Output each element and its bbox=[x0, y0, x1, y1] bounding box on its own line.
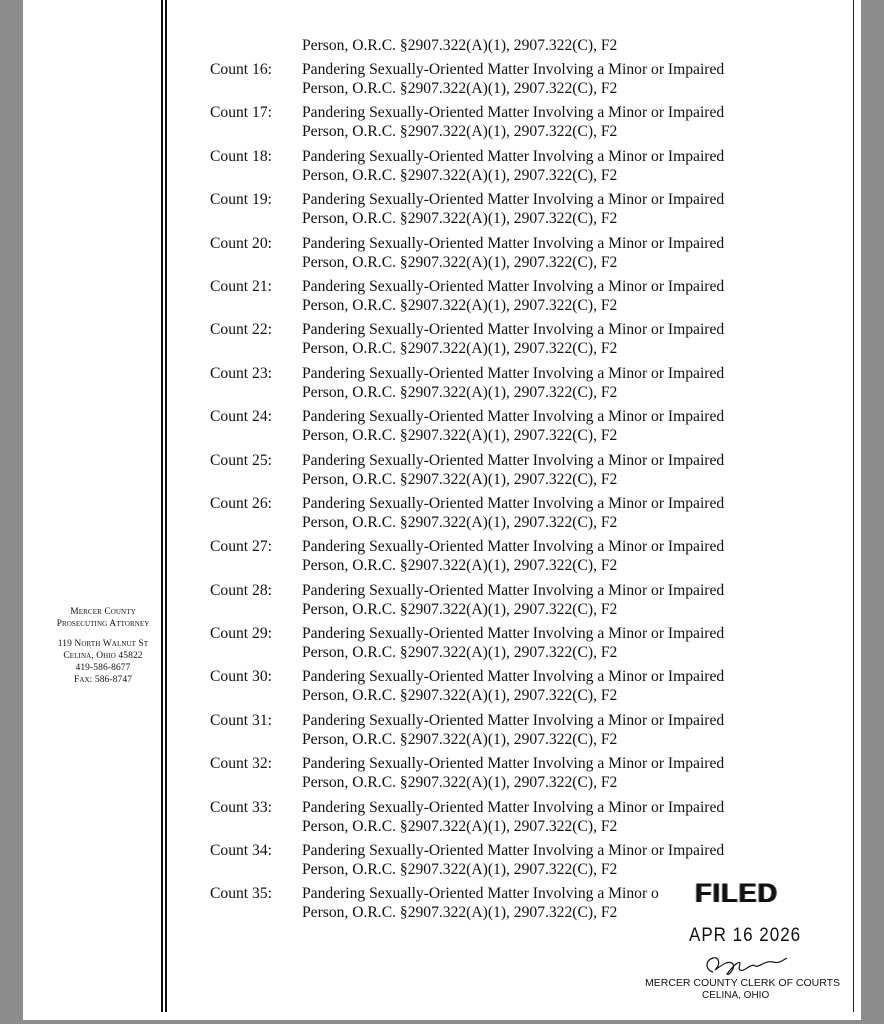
count-label: Count 22: bbox=[210, 321, 272, 339]
count-item bbox=[210, 147, 770, 190]
count-label: Count 25: bbox=[210, 451, 272, 469]
count-offense: Pandering Sexually-Oriented Matter Involving a Minor or Impaired bbox=[302, 581, 725, 599]
count-offense: Pandering Sexually-Oriented Matter Involving a Minor or Impaired bbox=[302, 191, 725, 209]
count-offense: Pandering Sexually-Oriented Matter Involving a Minor or Impaired bbox=[302, 364, 725, 382]
count-item bbox=[210, 667, 770, 710]
count-description bbox=[302, 277, 770, 320]
count-statute: Person, O.R.C. §2907.322(A)(1), 2907.322(C), F2 bbox=[302, 600, 618, 618]
counts-list bbox=[210, 36, 770, 928]
count-label: Count 27: bbox=[210, 538, 272, 556]
count-statute: Person, O.R.C. §2907.322(A)(1), 2907.322(C), F2 bbox=[302, 210, 618, 228]
count-label: Count 26: bbox=[210, 494, 272, 512]
filed-stamp-date: APR 16 2026 bbox=[689, 923, 802, 946]
count-item bbox=[210, 60, 770, 103]
office-name-line1: Mercer County bbox=[70, 607, 136, 617]
filed-stamp: FILED bbox=[695, 878, 778, 908]
count-description bbox=[302, 60, 770, 103]
count-offense: Pandering Sexually-Oriented Matter Involving a Minor or Impaired bbox=[302, 234, 725, 252]
count-item bbox=[210, 320, 770, 363]
count-statute: Person, O.R.C. §2907.322(A)(1), 2907.322(C), F2 bbox=[302, 817, 618, 835]
count-statute: Person, O.R.C. §2907.322(A)(1), 2907.322(C), F2 bbox=[302, 513, 618, 531]
count-item bbox=[210, 103, 770, 146]
count-offense: Pandering Sexually-Oriented Matter Involving a Minor or Impaired bbox=[302, 451, 725, 469]
count-description bbox=[302, 624, 770, 667]
clerk-city: CELINA, OHIO bbox=[702, 990, 770, 1001]
count-item bbox=[210, 537, 770, 580]
count-statute: Person, O.R.C. §2907.322(A)(1), 2907.322(C), F2 bbox=[302, 383, 618, 401]
count-statute: Person, O.R.C. §2907.322(A)(1), 2907.322(C), F2 bbox=[302, 253, 618, 271]
count-offense: Pandering Sexually-Oriented Matter Involving a Minor or Impaired bbox=[302, 538, 725, 556]
office-name-line2: Prosecuting Attorney bbox=[56, 619, 150, 629]
count-statute: Person, O.R.C. §2907.322(A)(1), 2907.322(C), F2 bbox=[302, 557, 618, 575]
continued-count bbox=[210, 36, 770, 60]
count-statute: Person, O.R.C. §2907.322(A)(1), 2907.322(C), F2 bbox=[302, 123, 618, 141]
count-offense: Pandering Sexually-Oriented Matter Involving a Minor or Impaired bbox=[302, 842, 725, 860]
count-description bbox=[302, 407, 770, 450]
count-item bbox=[210, 234, 770, 277]
document-page bbox=[23, 0, 861, 1020]
count-label: Count 30: bbox=[210, 668, 272, 686]
count-offense: Pandering Sexually-Oriented Matter Involving a Minor or Impaired bbox=[302, 408, 725, 426]
count-label: Count 24: bbox=[210, 408, 272, 426]
count-description bbox=[302, 667, 770, 710]
count-description bbox=[302, 234, 770, 277]
count-label: Count 21: bbox=[210, 277, 272, 295]
count-item bbox=[210, 754, 770, 797]
count-label: Count 29: bbox=[210, 625, 272, 643]
count-statute: Person, O.R.C. §2907.322(A)(1), 2907.322(C), F2 bbox=[302, 470, 618, 488]
count-offense: Pandering Sexually-Oriented Matter Involving a Minor or Impaired bbox=[302, 147, 725, 165]
count-description bbox=[302, 494, 770, 537]
count-offense: Pandering Sexually-Oriented Matter Involving a Minor or Impaired bbox=[302, 798, 725, 816]
count-statute: Person, O.R.C. §2907.322(A)(1), 2907.322(C), F2 bbox=[302, 904, 618, 922]
page-right-border bbox=[853, 0, 854, 1012]
count-offense: Pandering Sexually-Oriented Matter Involving a Minor or Impaired bbox=[302, 104, 725, 122]
count-item bbox=[210, 581, 770, 624]
count-statute: Person, O.R.C. §2907.322(A)(1), 2907.322(C), F2 bbox=[302, 427, 618, 445]
count-item bbox=[210, 364, 770, 407]
count-item bbox=[210, 494, 770, 537]
count-description bbox=[302, 451, 770, 494]
count-description bbox=[302, 711, 770, 754]
count-description bbox=[302, 103, 770, 146]
count-description bbox=[302, 147, 770, 190]
count-label: Count 17: bbox=[210, 104, 272, 122]
count-label: Count 23: bbox=[210, 364, 272, 382]
count-item bbox=[210, 841, 770, 884]
count-item bbox=[210, 277, 770, 320]
count-statute: Person, O.R.C. §2907.322(A)(1), 2907.322(C), F2 bbox=[302, 861, 618, 879]
count-item bbox=[210, 451, 770, 494]
count-label: Count 16: bbox=[210, 61, 272, 78]
count-offense: Pandering Sexually-Oriented Matter Involving a Minor or Impaired bbox=[302, 711, 725, 729]
margin-rule-right bbox=[165, 0, 167, 1012]
count-statute: Person, O.R.C. §2907.322(A)(1), 2907.322(C), F2 bbox=[302, 644, 618, 662]
count-statute: Person, O.R.C. §2907.322(A)(1), 2907.322(C), F2 bbox=[302, 687, 618, 705]
count-item bbox=[210, 798, 770, 841]
count-offense: Pandering Sexually-Oriented Matter Involving a Minor or Impaired bbox=[302, 755, 725, 773]
prosecutor-office-block bbox=[23, 606, 183, 686]
count-label: Count 18: bbox=[210, 147, 272, 165]
count-statute: Person, O.R.C. §2907.322(A)(1), 2907.322(C), F2 bbox=[302, 340, 618, 358]
count-statute: Person, O.R.C. §2907.322(A)(1), 2907.322(C), F2 bbox=[302, 296, 618, 314]
continued-line: Person, O.R.C. §2907.322(A)(1), 2907.322(C), F2 bbox=[302, 37, 618, 54]
count-item bbox=[210, 190, 770, 233]
count-description bbox=[302, 190, 770, 233]
count-offense: Pandering Sexually-Oriented Matter Involving a Minor or Impaired bbox=[302, 668, 725, 686]
count-description bbox=[302, 754, 770, 797]
count-label: Count 35: bbox=[210, 885, 272, 903]
count-label: Count 34: bbox=[210, 842, 272, 860]
count-item bbox=[210, 624, 770, 667]
clerk-of-courts-stamp: MERCER COUNTY CLERK OF COURTS bbox=[645, 977, 841, 989]
count-description bbox=[302, 364, 770, 407]
count-statute: Person, O.R.C. §2907.322(A)(1), 2907.322(C), F2 bbox=[302, 774, 618, 792]
office-city: Celina, Ohio 45822 bbox=[63, 651, 143, 661]
count-offense: Pandering Sexually-Oriented Matter Involving a Minor o bbox=[302, 885, 659, 903]
count-description bbox=[302, 798, 770, 841]
count-item bbox=[210, 711, 770, 754]
count-statute: Person, O.R.C. §2907.322(A)(1), 2907.322(C), F2 bbox=[302, 730, 618, 748]
count-label: Count 33: bbox=[210, 798, 272, 816]
count-offense: Pandering Sexually-Oriented Matter Involving a Minor or Impaired bbox=[302, 625, 725, 643]
count-statute: Person, O.R.C. §2907.322(A)(1), 2907.322(C), F2 bbox=[302, 166, 618, 184]
count-label: Count 28: bbox=[210, 581, 272, 599]
margin-rule-left bbox=[161, 0, 163, 1012]
count-statute: Person, O.R.C. §2907.322(A)(1), 2907.322(C), F2 bbox=[302, 80, 618, 97]
count-offense: Pandering Sexually-Oriented Matter Involving a Minor or Impaired bbox=[302, 277, 725, 295]
count-description bbox=[302, 320, 770, 363]
count-label: Count 31: bbox=[210, 711, 272, 729]
count-description bbox=[302, 581, 770, 624]
count-item bbox=[210, 407, 770, 450]
count-item bbox=[210, 884, 770, 927]
count-label: Count 19: bbox=[210, 191, 272, 209]
office-phone: 419-586-8677 bbox=[75, 663, 131, 673]
count-label: Count 32: bbox=[210, 755, 272, 773]
office-fax: Fax: 586-8747 bbox=[73, 675, 133, 685]
count-offense: Pandering Sexually-Oriented Matter Involving a Minor or Impaired bbox=[302, 61, 725, 78]
count-offense: Pandering Sexually-Oriented Matter Involving a Minor or Impaired bbox=[302, 494, 725, 512]
count-description bbox=[302, 537, 770, 580]
office-address: 119 North Walnut St bbox=[57, 639, 149, 649]
count-label: Count 20: bbox=[210, 234, 272, 252]
count-offense: Pandering Sexually-Oriented Matter Involving a Minor or Impaired bbox=[302, 321, 725, 339]
